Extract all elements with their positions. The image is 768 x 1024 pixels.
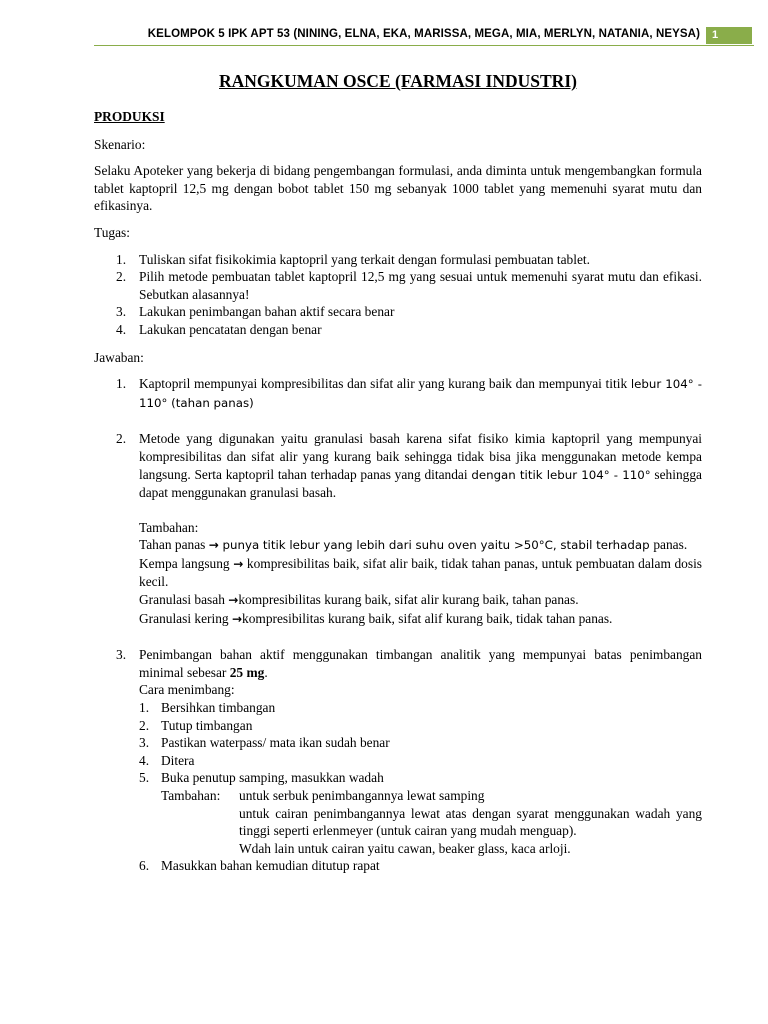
list-item: 4. Ditera xyxy=(139,752,195,768)
list-item: 5. Buka penutup samping, masukkan wadah xyxy=(139,770,384,786)
list-item: 4. Lakukan pencatatan dengan benar xyxy=(116,321,322,337)
tambahan-line: untuk serbuk penimbangannya lewat samping xyxy=(239,788,485,803)
tambahan-line: Wdah lain untuk cairan yaitu cawan, beaker glass, kaca arloji. xyxy=(239,840,571,856)
granulasi-kering-line: Granulasi kering →kompresibilitas kurang baik, sifat alif kurang baik, tidak tahan panas. xyxy=(139,610,613,626)
arrow-right-icon: → xyxy=(228,593,239,608)
tambahan-block: Tambahan: untuk serbuk penimbangannya lewat samping untuk cairan penimbangannya lewat atas dengan syarat menggunakan wadah yang tinggi seperti erlenmeyer (untuk cairan yang mudah menguap). Wdah lain untuk cairan yaitu cawan, beaker glass, kaca arloji. xyxy=(161,788,702,856)
tugas-list xyxy=(94,251,702,339)
granulasi-basah-line: Granulasi basah →kompresibilitas kurang baik, sifat alir kurang baik, tahan panas. xyxy=(139,592,579,608)
arrow-right-icon: → xyxy=(231,611,243,626)
document-title: RANGKUMAN OSCE (FARMASI INDUSTRI) xyxy=(219,71,577,91)
arrow-right-icon: → xyxy=(233,556,244,571)
jawaban-label: Jawaban: xyxy=(94,349,144,365)
page-number-badge: 1 xyxy=(706,27,752,44)
section-heading: PRODUKSI xyxy=(94,109,165,124)
document-body xyxy=(94,70,702,885)
list-item: 3. Lakukan penimbangan bahan aktif secara benar xyxy=(116,304,395,320)
page-header: KELOMPOK 5 IPK APT 53 (NINING, ELNA, EKA, MARISSA, MEGA, MIA, MERLYN, NATANIA, NEYSA) xyxy=(147,28,700,40)
jawaban-item-1: 1. Kaptopril mempunyai kompresibilitas dan sifat alir yang kurang baik dan mempunyai titik lebur 104° - 110° (tahan panas) xyxy=(116,376,702,410)
cara-menimbang-label: Cara menimbang: xyxy=(139,682,235,698)
tambahan-line: untuk cairan penimbangannya lewat atas dengan syarat menggunakan wadah yang tinggi seperti erlenmeyer (untuk cairan yang mudah menguap). xyxy=(239,805,702,839)
list-item: 1. Tuliskan sifat fisikokimia kaptopril yang terkait dengan formulasi pembuatan tablet. xyxy=(116,251,590,267)
list-item: 3. Pastikan waterpass/ mata ikan sudah benar xyxy=(139,735,390,751)
list-item: 1. Bersihkan timbangan xyxy=(139,700,276,716)
skenario-label: Skenario: xyxy=(94,136,146,152)
tahan-panas-line: Tahan panas → punya titik lebur yang lebih dari suhu oven yaitu >50°C, stabil terhadap panas. xyxy=(139,537,688,553)
skenario-text: Selaku Apoteker yang bekerja di bidang pengembangan formulasi, anda diminta untuk mengembangkan formula tablet kaptopril 12,5 mg dengan bobot tablet 150 mg sebanyak 1000 tablet yang memenuhi syarat mutu dan efikasinya. xyxy=(94,163,702,214)
list-item: 6. Masukkan bahan kemudian ditutup rapat xyxy=(139,858,380,874)
tugas-label: Tugas: xyxy=(94,224,130,240)
arrow-right-icon: → xyxy=(208,538,219,553)
jawaban-item-3: 3. Penimbangan bahan aktif menggunakan timbangan analitik yang mempunyai batas penimbangan minimal sebesar 25 mg. Cara menimbang: 1. Bersihkan timbangan 2. Tutup timbangan 3. Pastikan waterpass/ mata ikan sudah benar 4. Ditera 5. Buka penutup samping, masukkan wadah Tambahan: untuk serbuk penimbangannya lewat samping untuk cairan penimbangannya lewat atas dengan syarat menggunakan wadah yang tinggi seperti erlenmeyer (untuk cairan yang mudah menguap). Wdah lain untuk cairan yaitu cawan, beaker glass, kaca arloji. 6. Masukkan bahan kemudian ditutup rapat xyxy=(116,647,702,874)
jawaban-list xyxy=(94,375,702,875)
jawaban-item-2: 2. Metode yang digunakan yaitu granulasi basah karena sifat fisiko kimia kaptopril yang mempunyai kompresibilitas dan sifat alir yang kurang baik sehingga tidak bisa jika menggunakan metode kempa langsung. Serta kaptopril tahan terhadap panas yang ditandai dengan titik lebur 104° - 110° sehingga dapat menggunakan granulasi basah. Tambahan: Tahan panas → punya titik lebur yang lebih dari suhu oven yaitu >50°C, stabil terhadap panas. Kempa langsung → kompresibilitas baik, sifat alir baik, tidak tahan panas, untuk pembuatan dalam dosis kecil. Granulasi basah →kompresibilitas kurang baik, sifat alir kurang baik, tahan panas. Granulasi kering →kompresibilitas kurang baik, sifat alif kurang baik, tidak tahan panas. xyxy=(94,430,702,628)
cara-menimbang-steps xyxy=(139,699,702,787)
header-divider xyxy=(94,45,754,46)
tambahan-label: Tambahan: xyxy=(139,519,199,535)
kempa-line: Kempa langsung → kompresibilitas baik, sifat alir baik, tidak tahan panas, untuk pembuatan dalam dosis kecil. xyxy=(139,555,702,590)
cara-menimbang-steps-cont xyxy=(139,857,702,875)
list-item: 2. Pilih metode pembuatan tablet kaptopril 12,5 mg yang sesuai untuk memenuhi syarat mutu dan efikasi. Sebutkan alasannya! xyxy=(116,269,702,302)
list-item: 2. Tutup timbangan xyxy=(139,717,253,733)
